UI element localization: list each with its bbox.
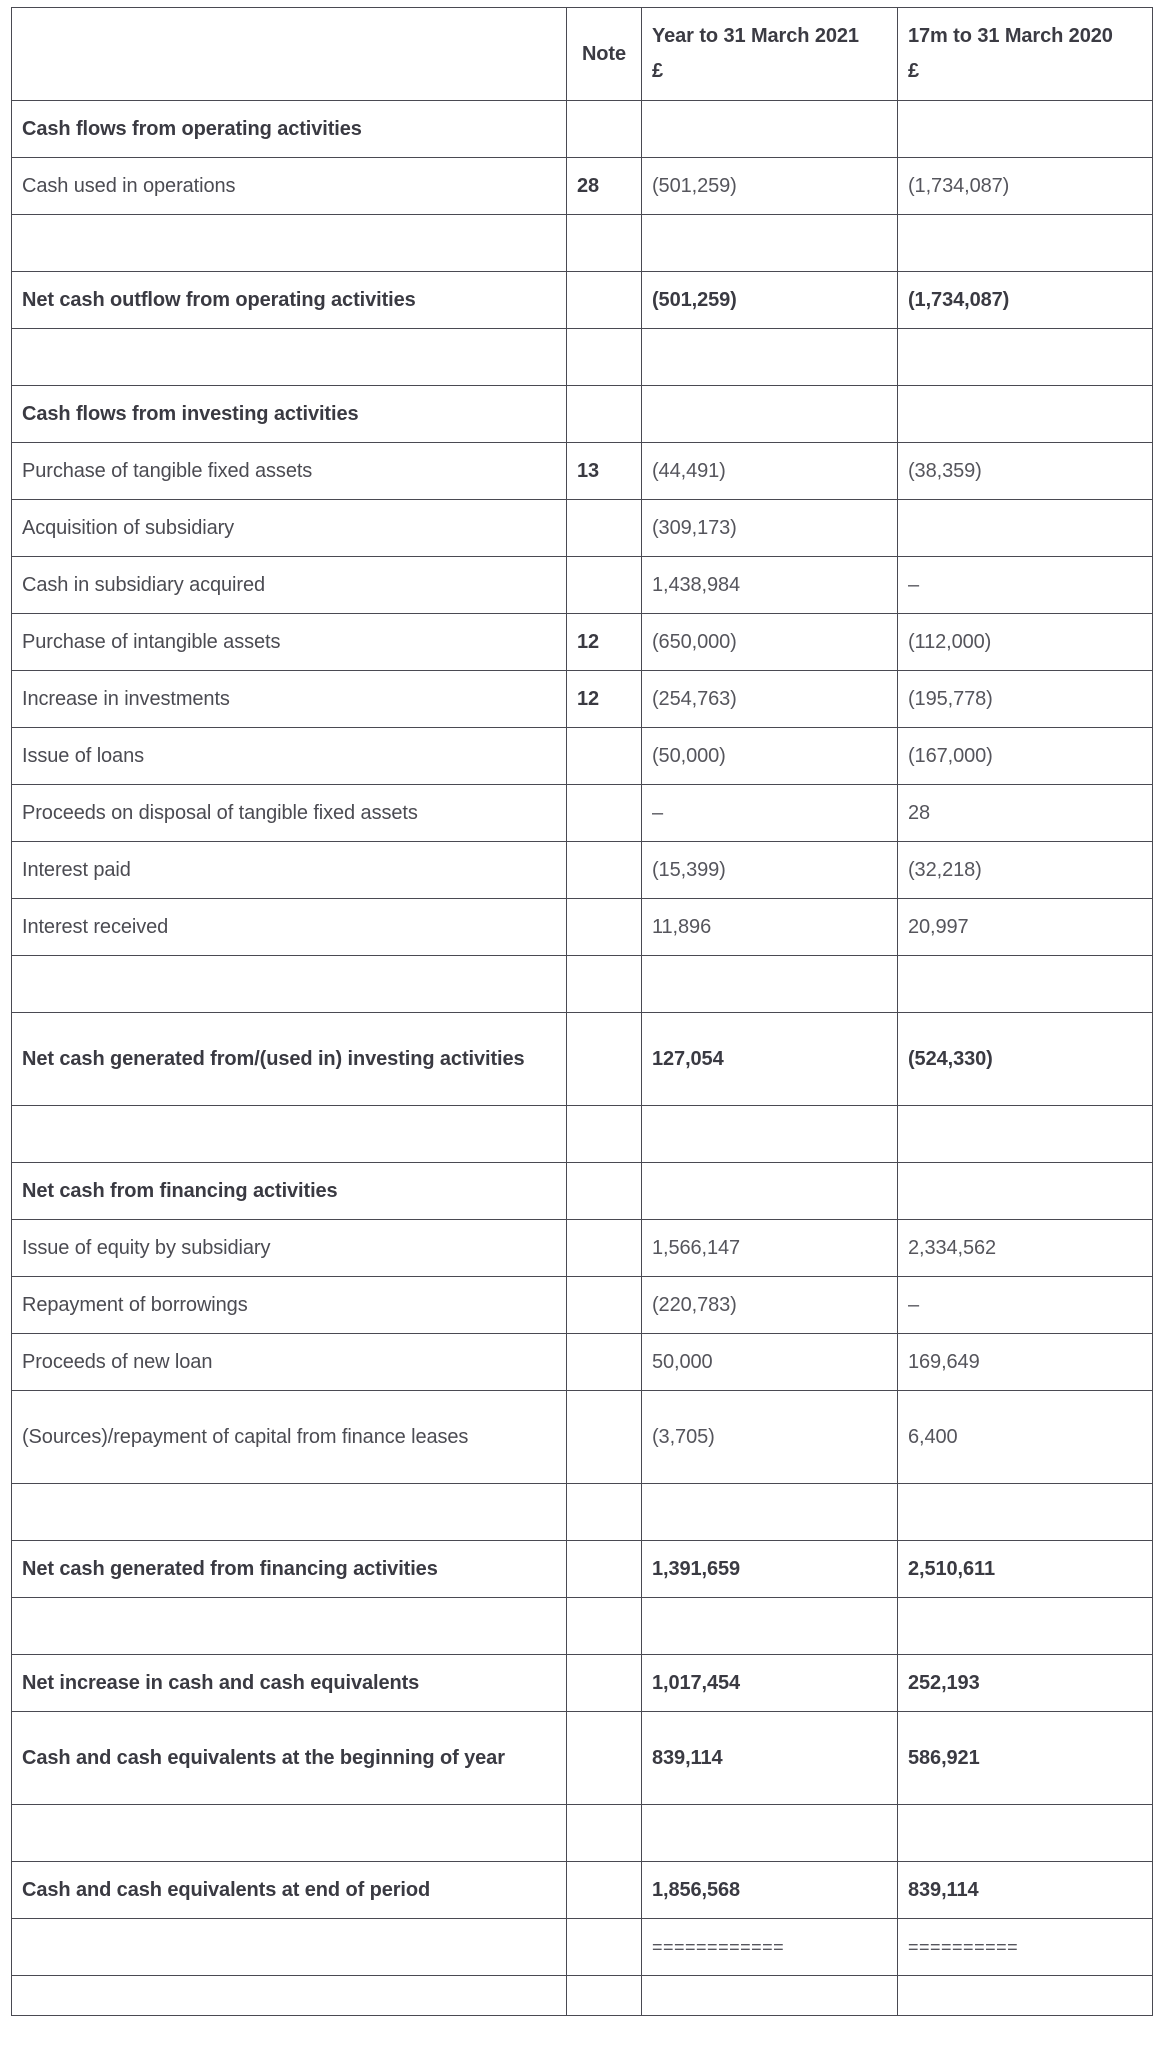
row-note: 28: [567, 158, 642, 215]
value-2020: 169,649: [898, 1334, 1153, 1391]
year-2020-currency: £: [908, 60, 920, 82]
value-2021: 11,896: [642, 899, 898, 956]
value-2020: [898, 101, 1153, 158]
value-2020: [898, 329, 1153, 386]
row-label: Net cash generated from/(used in) investing activities: [12, 1013, 567, 1106]
table-row: [12, 1712, 1153, 1805]
row-note: [567, 1106, 642, 1163]
value-2020: 252,193: [898, 1655, 1153, 1712]
row-label: [12, 1805, 567, 1862]
row-label: Cash and cash equivalents at the beginning of year: [12, 1712, 567, 1805]
value-2020: 28: [898, 785, 1153, 842]
year-2021-column-header: [642, 8, 898, 101]
value-2021: 1,856,568: [642, 1862, 898, 1919]
table-row: [12, 1277, 1153, 1334]
row-label: Cash flows from operating activities: [12, 101, 567, 158]
row-note: [567, 272, 642, 329]
table-row: [12, 272, 1153, 329]
row-label: [12, 215, 567, 272]
year-2020-period: 17m to 31 March 2020: [908, 25, 1113, 47]
value-2021: 127,054: [642, 1013, 898, 1106]
spacer-row: [12, 1919, 1153, 1976]
value-2021: 839,114: [642, 1712, 898, 1805]
value-2020: (167,000): [898, 728, 1153, 785]
row-label: Increase in investments: [12, 671, 567, 728]
row-note: 12: [567, 671, 642, 728]
table-row: [12, 500, 1153, 557]
spacer-row: [12, 1976, 1153, 2016]
row-note: 12: [567, 614, 642, 671]
value-2020: 20,997: [898, 899, 1153, 956]
value-2020: [898, 1106, 1153, 1163]
value-2021: (3,705): [642, 1391, 898, 1484]
value-2021: (254,763): [642, 671, 898, 728]
value-2021: 1,438,984: [642, 557, 898, 614]
row-label: Cash and cash equivalents at end of period: [12, 1862, 567, 1919]
year-2021-period: Year to 31 March 2021: [652, 25, 859, 47]
label-column-header: [12, 8, 567, 101]
row-label: [12, 1919, 567, 1976]
table-row: [12, 785, 1153, 842]
row-label: Net cash outflow from operating activities: [12, 272, 567, 329]
value-2021: [642, 956, 898, 1013]
row-label: [12, 1106, 567, 1163]
row-note: [567, 1391, 642, 1484]
value-2020: (524,330): [898, 1013, 1153, 1106]
value-2020: 6,400: [898, 1391, 1153, 1484]
value-2021: (501,259): [642, 158, 898, 215]
row-note: [567, 899, 642, 956]
row-label: [12, 1598, 567, 1655]
row-label: Net increase in cash and cash equivalents: [12, 1655, 567, 1712]
value-2021: 1,017,454: [642, 1655, 898, 1712]
value-2020: ==========: [898, 1919, 1153, 1976]
value-2021: (650,000): [642, 614, 898, 671]
row-label: (Sources)/repayment of capital from finance leases: [12, 1391, 567, 1484]
value-2021: ============: [642, 1919, 898, 1976]
table-row: [12, 614, 1153, 671]
value-2021: [642, 1598, 898, 1655]
row-label: [12, 956, 567, 1013]
value-2020: (32,218): [898, 842, 1153, 899]
table-row: [12, 386, 1153, 443]
row-label: Issue of loans: [12, 728, 567, 785]
row-note: [567, 1163, 642, 1220]
value-2020: 2,334,562: [898, 1220, 1153, 1277]
row-note: [567, 386, 642, 443]
row-note: [567, 1976, 642, 2016]
value-2020: (195,778): [898, 671, 1153, 728]
table-row: [12, 1862, 1153, 1919]
value-2021: 50,000: [642, 1334, 898, 1391]
row-note: [567, 1013, 642, 1106]
year-2020-column-header: [898, 8, 1153, 101]
table-row: [12, 1541, 1153, 1598]
table-row: [12, 842, 1153, 899]
row-label: Acquisition of subsidiary: [12, 500, 567, 557]
value-2020: [898, 500, 1153, 557]
value-2021: 1,566,147: [642, 1220, 898, 1277]
row-note: [567, 557, 642, 614]
row-note: [567, 1220, 642, 1277]
row-note: [567, 1484, 642, 1541]
value-2021: (15,399): [642, 842, 898, 899]
value-2020: (38,359): [898, 443, 1153, 500]
value-2020: [898, 386, 1153, 443]
row-note: [567, 215, 642, 272]
table-row: [12, 1013, 1153, 1106]
value-2020: [898, 1163, 1153, 1220]
row-note: [567, 1541, 642, 1598]
row-label: Net cash from financing activities: [12, 1163, 567, 1220]
value-2021: [642, 1976, 898, 2016]
table-row: [12, 1163, 1153, 1220]
row-note: [567, 1712, 642, 1805]
table-row: [12, 1334, 1153, 1391]
value-2020: –: [898, 557, 1153, 614]
value-2020: (1,734,087): [898, 158, 1153, 215]
value-2021: [642, 215, 898, 272]
row-note: [567, 842, 642, 899]
value-2021: (44,491): [642, 443, 898, 500]
row-label: Purchase of intangible assets: [12, 614, 567, 671]
row-note: [567, 1598, 642, 1655]
value-2020: [898, 956, 1153, 1013]
value-2021: [642, 1163, 898, 1220]
row-label: Net cash generated from financing activities: [12, 1541, 567, 1598]
row-label: Proceeds on disposal of tangible fixed assets: [12, 785, 567, 842]
table-row: [12, 728, 1153, 785]
row-note: [567, 785, 642, 842]
row-label: Interest received: [12, 899, 567, 956]
row-note: [567, 1805, 642, 1862]
value-2020: (1,734,087): [898, 272, 1153, 329]
value-2020: [898, 215, 1153, 272]
table-row: [12, 1220, 1153, 1277]
row-note: [567, 329, 642, 386]
value-2021: [642, 1484, 898, 1541]
row-label: Proceeds of new loan: [12, 1334, 567, 1391]
row-note: [567, 500, 642, 557]
row-note: [567, 1655, 642, 1712]
header-row: [12, 8, 1153, 101]
table-row: [12, 1655, 1153, 1712]
value-2020: [898, 1484, 1153, 1541]
value-2021: [642, 329, 898, 386]
spacer-row: [12, 1106, 1153, 1163]
row-label: Cash flows from investing activities: [12, 386, 567, 443]
value-2021: –: [642, 785, 898, 842]
value-2020: 586,921: [898, 1712, 1153, 1805]
value-2021: [642, 1106, 898, 1163]
year-2021-currency: £: [652, 60, 664, 82]
value-2020: [898, 1598, 1153, 1655]
spacer-row: [12, 1805, 1153, 1862]
row-note: [567, 728, 642, 785]
row-note: [567, 101, 642, 158]
value-2021: (309,173): [642, 500, 898, 557]
spacer-row: [12, 956, 1153, 1013]
row-note: [567, 1277, 642, 1334]
row-note: 13: [567, 443, 642, 500]
table-row: [12, 101, 1153, 158]
table-row: [12, 443, 1153, 500]
row-note: [567, 1919, 642, 1976]
table-row: [12, 557, 1153, 614]
value-2021: (501,259): [642, 272, 898, 329]
note-column-header: Note: [567, 8, 642, 101]
cash-flow-statement-table: [11, 7, 1153, 2016]
row-label: [12, 329, 567, 386]
spacer-row: [12, 1484, 1153, 1541]
row-note: [567, 1334, 642, 1391]
row-label: Cash used in operations: [12, 158, 567, 215]
value-2021: (50,000): [642, 728, 898, 785]
row-note: [567, 956, 642, 1013]
row-label: Purchase of tangible fixed assets: [12, 443, 567, 500]
value-2020: [898, 1976, 1153, 2016]
table-row: [12, 899, 1153, 956]
row-label: [12, 1484, 567, 1541]
spacer-row: [12, 215, 1153, 272]
value-2021: 1,391,659: [642, 1541, 898, 1598]
value-2020: –: [898, 1277, 1153, 1334]
spacer-row: [12, 1598, 1153, 1655]
row-label: Interest paid: [12, 842, 567, 899]
spacer-row: [12, 329, 1153, 386]
row-label: Cash in subsidiary acquired: [12, 557, 567, 614]
value-2021: [642, 101, 898, 158]
row-label: Repayment of borrowings: [12, 1277, 567, 1334]
value-2021: [642, 1805, 898, 1862]
value-2020: 2,510,611: [898, 1541, 1153, 1598]
value-2020: [898, 1805, 1153, 1862]
row-label: [12, 1976, 567, 2016]
table-row: [12, 1391, 1153, 1484]
row-note: [567, 1862, 642, 1919]
row-label: Issue of equity by subsidiary: [12, 1220, 567, 1277]
table-row: [12, 671, 1153, 728]
value-2021: (220,783): [642, 1277, 898, 1334]
value-2021: [642, 386, 898, 443]
value-2020: (112,000): [898, 614, 1153, 671]
table-row: [12, 158, 1153, 215]
value-2020: 839,114: [898, 1862, 1153, 1919]
